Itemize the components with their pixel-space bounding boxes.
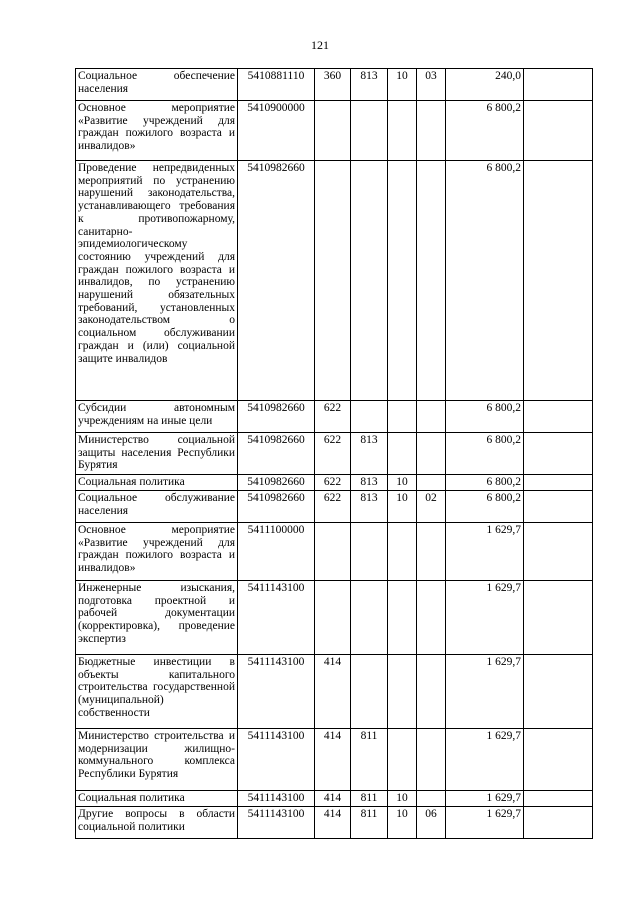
csr-cell: 5411143100 bbox=[238, 655, 315, 729]
sum-cell: 1 629,7 bbox=[446, 791, 524, 807]
pr-cell bbox=[417, 655, 446, 729]
vr-cell: 622 bbox=[315, 491, 351, 523]
grbs-cell: 813 bbox=[351, 69, 388, 101]
grbs-cell bbox=[351, 523, 388, 581]
rz-cell bbox=[388, 581, 417, 655]
row-name-cell: Министерство социальной защиты населения Республики Бурятия bbox=[76, 433, 238, 475]
vr-cell: 414 bbox=[315, 729, 351, 791]
sum-cell: 6 800,2 bbox=[446, 161, 524, 401]
csr-cell: 5410982660 bbox=[238, 491, 315, 523]
extra-cell bbox=[524, 401, 593, 433]
pr-cell bbox=[417, 523, 446, 581]
row-name-cell: Основное мероприятие «Развитие учреждений для граждан пожилого возраста и инвалидов» bbox=[76, 523, 238, 581]
csr-cell: 5411143100 bbox=[238, 791, 315, 807]
csr-cell: 5411143100 bbox=[238, 807, 315, 839]
csr-cell: 5410982660 bbox=[238, 433, 315, 475]
pr-cell bbox=[417, 729, 446, 791]
extra-cell bbox=[524, 807, 593, 839]
csr-cell: 5410881110 bbox=[238, 69, 315, 101]
extra-cell bbox=[524, 791, 593, 807]
sum-cell: 6 800,2 bbox=[446, 101, 524, 161]
grbs-cell: 811 bbox=[351, 791, 388, 807]
table-row bbox=[76, 491, 593, 523]
row-name-cell: Основное мероприятие «Развитие учреждений для граждан пожилого возраста и инвалидов» bbox=[76, 101, 238, 161]
csr-cell: 5411143100 bbox=[238, 581, 315, 655]
table-row bbox=[76, 581, 593, 655]
grbs-cell: 813 bbox=[351, 491, 388, 523]
row-name-cell: Министерство строительства и модернизации жилищно-коммунального комплекса Республики Бурятия bbox=[76, 729, 238, 791]
vr-cell bbox=[315, 161, 351, 401]
grbs-cell: 811 bbox=[351, 729, 388, 791]
budget-table-body bbox=[76, 69, 593, 839]
vr-cell: 414 bbox=[315, 791, 351, 807]
grbs-cell bbox=[351, 655, 388, 729]
extra-cell bbox=[524, 729, 593, 791]
rz-cell bbox=[388, 161, 417, 401]
pr-cell: 02 bbox=[417, 491, 446, 523]
grbs-cell bbox=[351, 161, 388, 401]
extra-cell bbox=[524, 655, 593, 729]
rz-cell: 10 bbox=[388, 491, 417, 523]
pr-cell bbox=[417, 791, 446, 807]
csr-cell: 5410982660 bbox=[238, 161, 315, 401]
table-row bbox=[76, 433, 593, 475]
table-row bbox=[76, 807, 593, 839]
grbs-cell: 811 bbox=[351, 807, 388, 839]
budget-table bbox=[75, 68, 593, 839]
rz-cell bbox=[388, 523, 417, 581]
extra-cell bbox=[524, 581, 593, 655]
vr-cell: 622 bbox=[315, 401, 351, 433]
row-name-cell: Другие вопросы в области социальной политики bbox=[76, 807, 238, 839]
extra-cell bbox=[524, 69, 593, 101]
sum-cell: 1 629,7 bbox=[446, 807, 524, 839]
table-row bbox=[76, 475, 593, 491]
vr-cell bbox=[315, 101, 351, 161]
extra-cell bbox=[524, 523, 593, 581]
row-name-cell: Бюджетные инвестиции в объекты капитального строительства государственной (муниципальной) собственности bbox=[76, 655, 238, 729]
sum-cell: 6 800,2 bbox=[446, 401, 524, 433]
pr-cell bbox=[417, 433, 446, 475]
extra-cell bbox=[524, 161, 593, 401]
grbs-cell bbox=[351, 101, 388, 161]
vr-cell: 414 bbox=[315, 807, 351, 839]
table-row bbox=[76, 161, 593, 401]
grbs-cell bbox=[351, 401, 388, 433]
pr-cell bbox=[417, 475, 446, 491]
grbs-cell: 813 bbox=[351, 475, 388, 491]
row-name-cell: Социальное обслуживание населения bbox=[76, 491, 238, 523]
table-row bbox=[76, 523, 593, 581]
pr-cell: 06 bbox=[417, 807, 446, 839]
sum-cell: 240,0 bbox=[446, 69, 524, 101]
rz-cell: 10 bbox=[388, 807, 417, 839]
pr-cell bbox=[417, 101, 446, 161]
vr-cell: 360 bbox=[315, 69, 351, 101]
table-row bbox=[76, 791, 593, 807]
vr-cell bbox=[315, 581, 351, 655]
pr-cell: 03 bbox=[417, 69, 446, 101]
table-row bbox=[76, 401, 593, 433]
rz-cell bbox=[388, 433, 417, 475]
extra-cell bbox=[524, 475, 593, 491]
row-name-cell: Субсидии автономным учреждениям на иные цели bbox=[76, 401, 238, 433]
table-row bbox=[76, 69, 593, 101]
rz-cell bbox=[388, 729, 417, 791]
table-row bbox=[76, 729, 593, 791]
extra-cell bbox=[524, 491, 593, 523]
page-number: 121 bbox=[311, 38, 329, 52]
sum-cell: 6 800,2 bbox=[446, 475, 524, 491]
sum-cell: 1 629,7 bbox=[446, 581, 524, 655]
csr-cell: 5410900000 bbox=[238, 101, 315, 161]
csr-cell: 5411143100 bbox=[238, 729, 315, 791]
row-name-cell: Социальная политика bbox=[76, 791, 238, 807]
extra-cell bbox=[524, 433, 593, 475]
vr-cell bbox=[315, 523, 351, 581]
grbs-cell bbox=[351, 581, 388, 655]
table-row bbox=[76, 101, 593, 161]
rz-cell bbox=[388, 101, 417, 161]
vr-cell: 622 bbox=[315, 433, 351, 475]
row-name-cell: Социальное обеспечение населения bbox=[76, 69, 238, 101]
csr-cell: 5410982660 bbox=[238, 475, 315, 491]
grbs-cell: 813 bbox=[351, 433, 388, 475]
csr-cell: 5411100000 bbox=[238, 523, 315, 581]
rz-cell: 10 bbox=[388, 475, 417, 491]
vr-cell: 622 bbox=[315, 475, 351, 491]
vr-cell: 414 bbox=[315, 655, 351, 729]
extra-cell bbox=[524, 101, 593, 161]
pr-cell bbox=[417, 161, 446, 401]
csr-cell: 5410982660 bbox=[238, 401, 315, 433]
table-row bbox=[76, 655, 593, 729]
rz-cell bbox=[388, 401, 417, 433]
row-name-cell: Проведение непредвиденных мероприятий по устранению нарушений законодательства, устанавливающего требования к противопожарному, санитарно-эпидемиологическому состоянию учреждений для граждан пожилого возраста и инвалидов, по устранению нарушений обязательных требований, установленных законодательством о социальном обслуживании граждан и (или) социальной защите инвалидов bbox=[76, 161, 238, 401]
rz-cell: 10 bbox=[388, 69, 417, 101]
sum-cell: 1 629,7 bbox=[446, 729, 524, 791]
pr-cell bbox=[417, 401, 446, 433]
sum-cell: 6 800,2 bbox=[446, 491, 524, 523]
sum-cell: 1 629,7 bbox=[446, 523, 524, 581]
row-name-cell: Социальная политика bbox=[76, 475, 238, 491]
pr-cell bbox=[417, 581, 446, 655]
sum-cell: 1 629,7 bbox=[446, 655, 524, 729]
sum-cell: 6 800,2 bbox=[446, 433, 524, 475]
rz-cell bbox=[388, 655, 417, 729]
row-name-cell: Инженерные изыскания, подготовка проектной и рабочей документации (корректировка), проведение экспертиз bbox=[76, 581, 238, 655]
rz-cell: 10 bbox=[388, 791, 417, 807]
